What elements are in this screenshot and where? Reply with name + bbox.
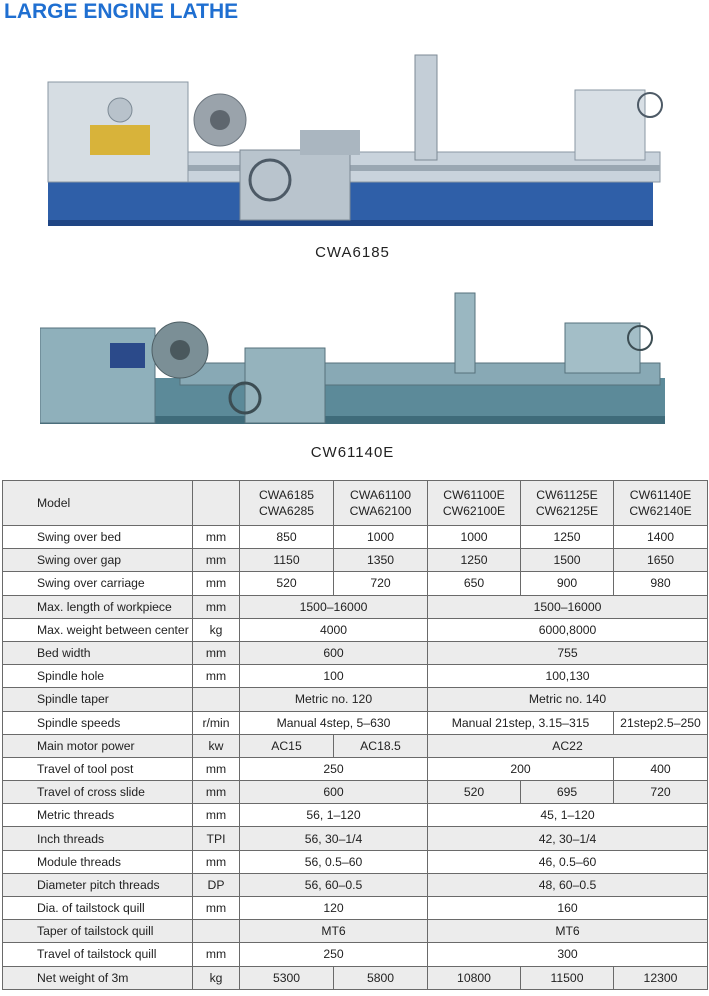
lathe-headstock (40, 328, 155, 423)
value-cell: 1500–16000 (428, 595, 708, 618)
table-row (3, 757, 708, 780)
model-header-cell (521, 481, 614, 526)
table-row (3, 897, 708, 920)
row-label: Inch threads (3, 827, 193, 850)
model-name: CW62100E (442, 504, 506, 518)
row-label: Spindle hole (3, 665, 193, 688)
value-cell: 100,130 (428, 665, 708, 688)
value-cell: 650 (428, 572, 521, 595)
value-cell: 900 (521, 572, 614, 595)
value-cell: 56, 0.5–60 (240, 850, 428, 873)
table-row (3, 595, 708, 618)
model-header-cell (614, 481, 708, 526)
value-cell: 720 (334, 572, 428, 595)
row-label: Metric threads (3, 804, 193, 827)
row-label: Swing over gap (3, 549, 193, 572)
value-cell: 21step2.5–250 (614, 711, 708, 734)
value-cell: Metric no. 120 (240, 688, 428, 711)
value-cell: Manual 4step, 5–630 (240, 711, 428, 734)
model-name: CWA61100 (350, 488, 411, 502)
row-unit: DP (193, 873, 240, 896)
model-name: CW61140E (629, 488, 692, 502)
row-unit: mm (193, 757, 240, 780)
value-cell: 1250 (521, 526, 614, 549)
table-row (3, 850, 708, 873)
table-row (3, 641, 708, 664)
value-cell: 45, 1–120 (428, 804, 708, 827)
lathe-photo-cw61140e (40, 288, 665, 433)
table-row (3, 966, 708, 989)
row-label: Travel of tailstock quill (3, 943, 193, 966)
table-row (3, 734, 708, 757)
row-unit: mm (193, 804, 240, 827)
value-cell: 46, 0.5–60 (428, 850, 708, 873)
value-cell: 1250 (428, 549, 521, 572)
row-unit: kg (193, 618, 240, 641)
value-cell: 4000 (240, 618, 428, 641)
value-cell: 56, 60–0.5 (240, 873, 428, 896)
value-cell: 755 (428, 641, 708, 664)
row-label: Max. weight between center (3, 618, 193, 641)
row-label: Diameter pitch threads (3, 873, 193, 896)
value-cell: MT6 (428, 920, 708, 943)
row-unit: mm (193, 549, 240, 572)
row-label: Swing over bed (3, 526, 193, 549)
model-name: CWA6285 (258, 504, 315, 518)
table-row (3, 781, 708, 804)
row-unit: mm (193, 526, 240, 549)
value-cell: 1500 (521, 549, 614, 572)
value-cell: 600 (240, 781, 428, 804)
table-row (3, 873, 708, 896)
row-label: Dia. of tailstock quill (3, 897, 193, 920)
unit-header-cell (193, 481, 240, 526)
value-cell: 200 (428, 757, 614, 780)
row-label: Travel of cross slide (3, 781, 193, 804)
value-cell: 1400 (614, 526, 708, 549)
value-cell: 10800 (428, 966, 521, 989)
value-cell: 160 (428, 897, 708, 920)
model-name: CWA6185 (258, 488, 315, 502)
row-label: Module threads (3, 850, 193, 873)
value-cell: 300 (428, 943, 708, 966)
spec-table (2, 480, 708, 990)
row-label: Swing over carriage (3, 572, 193, 595)
value-cell: 695 (521, 781, 614, 804)
row-label: Net weight of 3m (3, 966, 193, 989)
table-row (3, 688, 708, 711)
photo-caption-2: CW61140E (310, 444, 395, 461)
value-cell: 520 (240, 572, 334, 595)
value-cell: 48, 60–0.5 (428, 873, 708, 896)
model-header-cell (240, 481, 334, 526)
model-header-cell (428, 481, 521, 526)
row-unit: mm (193, 850, 240, 873)
row-unit: kg (193, 966, 240, 989)
table-row (3, 665, 708, 688)
value-cell: 11500 (521, 966, 614, 989)
value-cell: 400 (614, 757, 708, 780)
value-cell: 56, 30–1/4 (240, 827, 428, 850)
row-label: Spindle taper (3, 688, 193, 711)
model-header-cell (334, 481, 428, 526)
value-cell: 12300 (614, 966, 708, 989)
table-row (3, 572, 708, 595)
table-row (3, 827, 708, 850)
value-cell: 56, 1–120 (240, 804, 428, 827)
table-header-row (3, 481, 708, 526)
value-cell: 1150 (240, 549, 334, 572)
row-unit: mm (193, 781, 240, 804)
value-cell: 1000 (334, 526, 428, 549)
row-label: Spindle speeds (3, 711, 193, 734)
photo-caption-1: CWA6185 (315, 244, 390, 261)
value-cell: Metric no. 140 (428, 688, 708, 711)
value-cell: 5300 (240, 966, 334, 989)
value-cell: 250 (240, 757, 428, 780)
value-cell: 1650 (614, 549, 708, 572)
model-name: CW61100E (443, 488, 505, 502)
value-cell: AC15 (240, 734, 334, 757)
row-unit: r/min (193, 711, 240, 734)
value-cell: Manual 21step, 3.15–315 (428, 711, 614, 734)
model-name: CW61125E (536, 488, 598, 502)
value-cell: 100 (240, 665, 428, 688)
value-cell: 42, 30–1/4 (428, 827, 708, 850)
model-name: CWA62100 (349, 504, 412, 518)
value-cell: 600 (240, 641, 428, 664)
row-unit: kw (193, 734, 240, 757)
lathe-photo-cwa6185 (40, 20, 665, 235)
row-unit (193, 688, 240, 711)
row-label: Taper of tailstock quill (3, 920, 193, 943)
row-unit: mm (193, 897, 240, 920)
page-title: LARGE ENGINE LATHE (4, 0, 239, 23)
value-cell: 520 (428, 781, 521, 804)
value-cell: 120 (240, 897, 428, 920)
value-cell: 980 (614, 572, 708, 595)
table-row (3, 618, 708, 641)
value-cell: AC18.5 (334, 734, 428, 757)
value-cell: 1500–16000 (240, 595, 428, 618)
row-label: Max. length of workpiece (3, 595, 193, 618)
row-unit: mm (193, 665, 240, 688)
value-cell: 6000,8000 (428, 618, 708, 641)
row-unit: mm (193, 572, 240, 595)
value-cell: AC22 (428, 734, 708, 757)
row-unit: TPI (193, 827, 240, 850)
row-unit: mm (193, 641, 240, 664)
row-unit: mm (193, 943, 240, 966)
row-label: Bed width (3, 641, 193, 664)
table-row (3, 526, 708, 549)
row-label: Main motor power (3, 734, 193, 757)
row-label: Travel of tool post (3, 757, 193, 780)
table-row (3, 549, 708, 572)
model-name: CW62125E (535, 504, 599, 518)
table-row (3, 920, 708, 943)
value-cell: MT6 (240, 920, 428, 943)
value-cell: 1350 (334, 549, 428, 572)
value-cell: 250 (240, 943, 428, 966)
value-cell: 850 (240, 526, 334, 549)
row-unit: mm (193, 595, 240, 618)
table-row (3, 711, 708, 734)
table-row (3, 804, 708, 827)
value-cell: 720 (614, 781, 708, 804)
value-cell: 1000 (428, 526, 521, 549)
row-unit (193, 920, 240, 943)
model-name: CW62140E (629, 504, 692, 518)
table-row (3, 943, 708, 966)
value-cell: 5800 (334, 966, 428, 989)
model-label: Model (3, 481, 193, 526)
